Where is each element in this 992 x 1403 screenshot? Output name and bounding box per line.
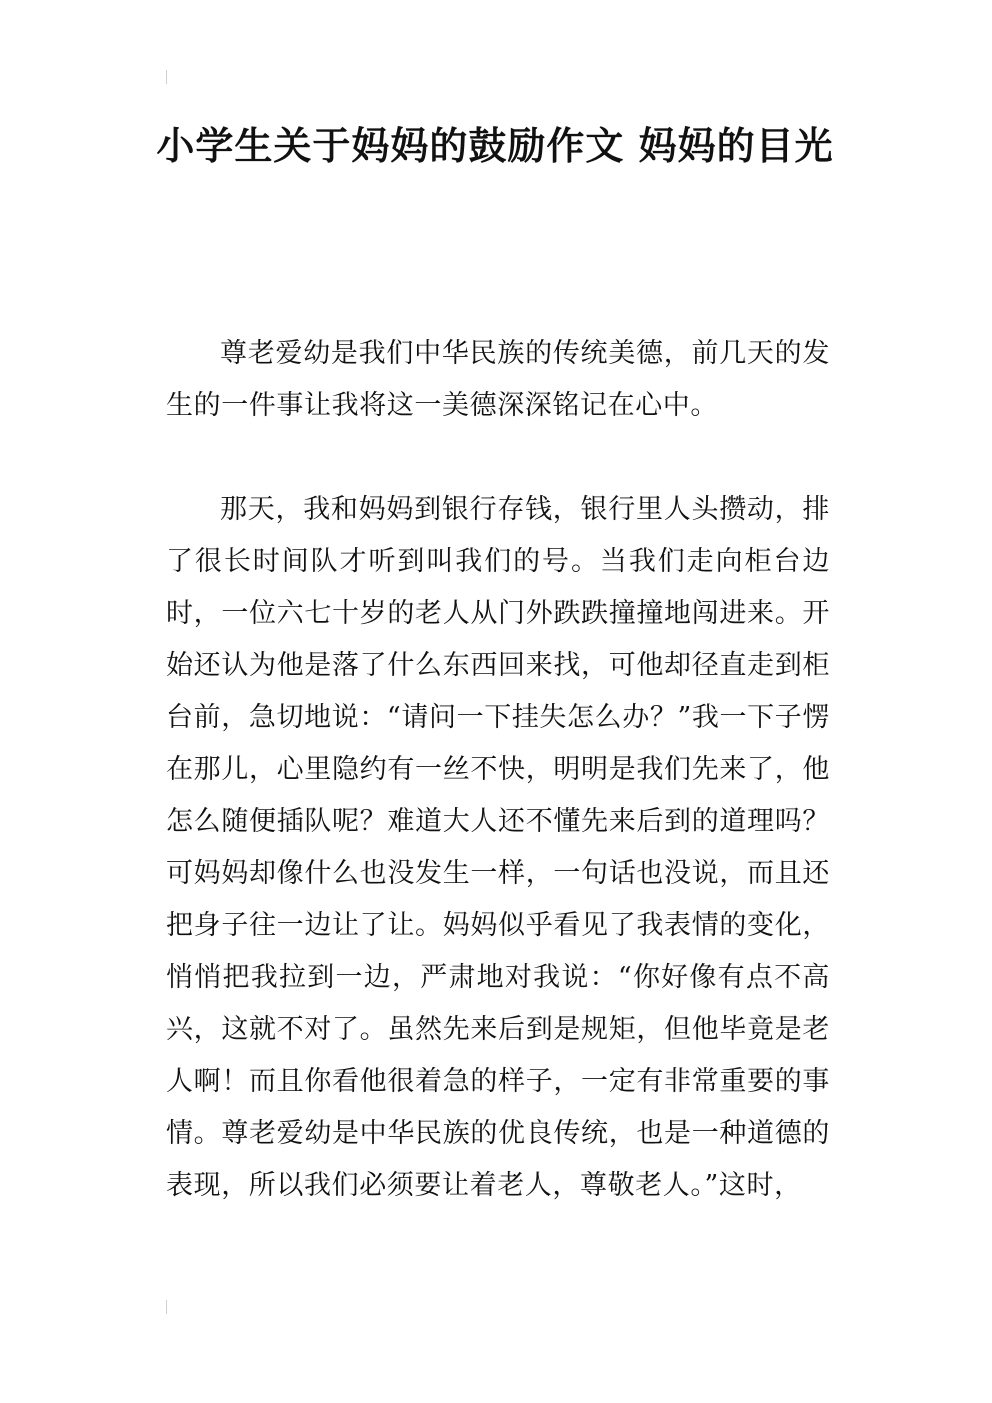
page-corner-mark-bottom bbox=[166, 1300, 167, 1314]
document-title: 小学生关于妈妈的鼓励作文 妈妈的目光 bbox=[156, 124, 834, 168]
page-corner-mark-top bbox=[166, 70, 167, 84]
paragraph-1: 尊老爱幼是我们中华民族的传统美德，前几天的发生的一件事让我将这一美德深深铭记在心中。 bbox=[166, 338, 830, 421]
paragraph-2: 那天，我和妈妈到银行存钱，银行里人头攒动，排了很长时间队才听到叫我们的号。当我们走向柜台边时，一位六七十岁的老人从门外跌跌撞撞地闯进来。开始还认为他是落了什么东西回来找，可他却径直走到柜台前，急切地说：“请问一下挂失怎么办？”我一下子愣在那儿，心里隐约有一丝不快，明明是我们先来了，他怎么随便插队呢？难道大人还不懂先来后到的道理吗？可妈妈却像什么也没发生一样，一句话也没说，而且还把身子往一边让了让。妈妈似乎看见了我表情的变化，悄悄把我拉到一边，严肃地对我说：“你好像有点不高兴，这就不对了。虽然先来后到是规矩，但他毕竟是老人啊！而且你看他很着急的样子，一定有非常重要的事情。尊老爱幼是中华民族的优良传统，也是一种道德的表现，所以我们必须要让着老人，尊敬老人。”这时， bbox=[166, 494, 830, 1201]
document-body bbox=[166, 328, 830, 1212]
